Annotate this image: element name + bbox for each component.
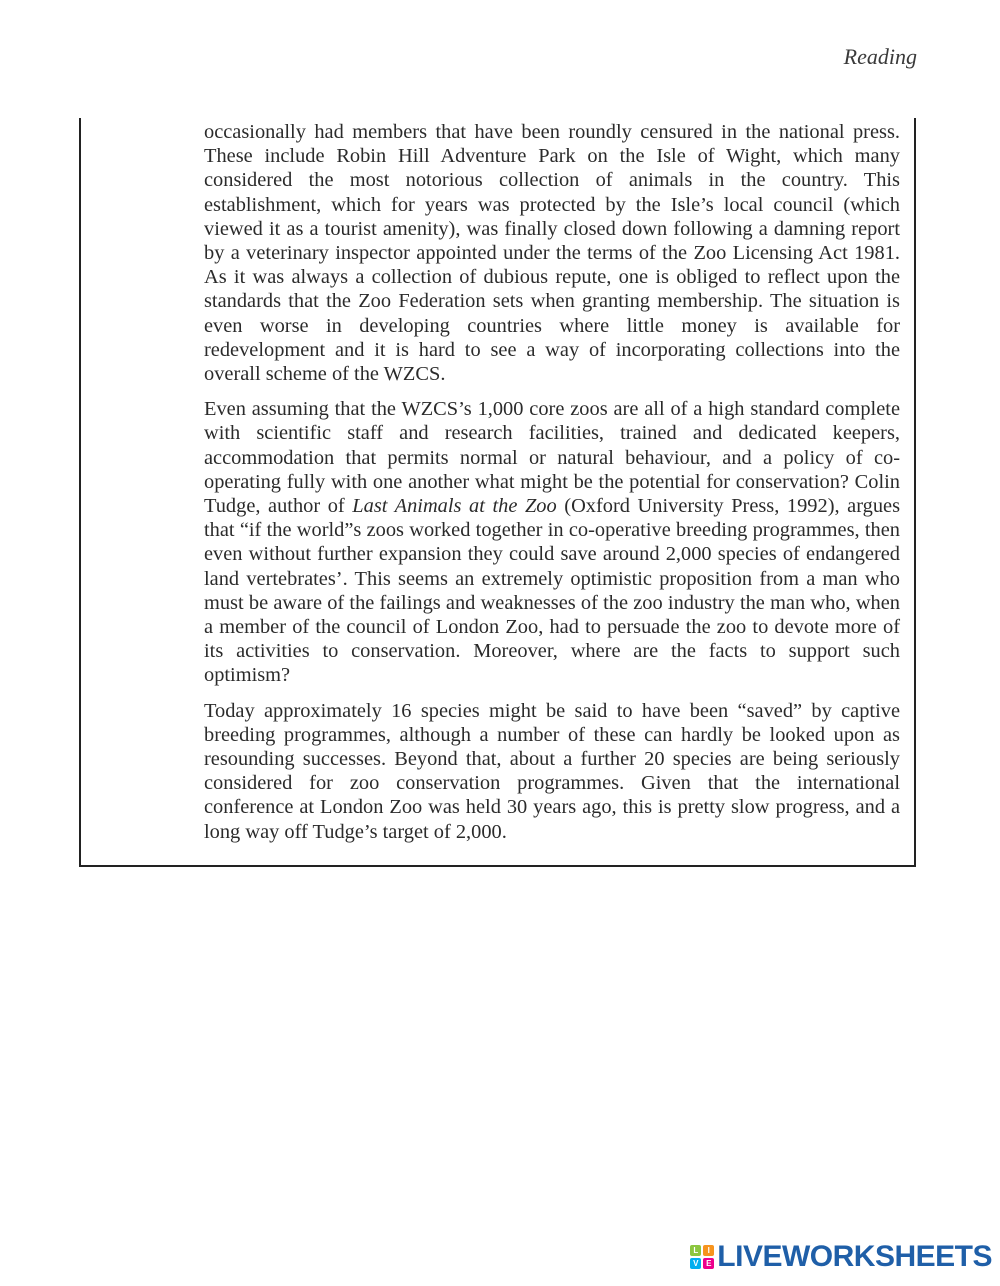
running-head: Reading: [843, 44, 917, 69]
logo-icon: [690, 1245, 714, 1269]
paragraph-2: [204, 397, 900, 687]
paragraph-2-part-a: Even assuming that the WZCS’s 1,000 core zoos are all of a high standard complete with scientific staff and research facilities, trained and dedicated keepers, accommodation that permits normal or natural behaviour, and a policy of co-operating fully with one another what might be the potential for conservation? Colin Tudge, author of: [204, 398, 900, 518]
logo-wordmark: LIVEWORKSHEETS: [717, 1240, 992, 1273]
paragraph-3: Today approximately 16 species might be said to have been “saved” by captive breeding programmes, although a number of these can hardly be looked upon as resounding successes. Beyond that, about a further 20 species are being seriously considered for zoo conservation programmes. Given that the international conference at London Zoo was held 30 years ago, this is pretty slow progress, and a long way off Tudge’s target of 2,000.: [204, 699, 900, 843]
paragraph-1: occasionally had members that have been roundly censured in the national press. These include Robin Hill Adventure Park on the Isle of Wight, which many considered the most notorious collection of animals in the country. This establishment, which for years was protected by the Isle’s local council (which viewed it as a tourist amenity), was finally closed down following a damning report by a veterinary inspector appointed under the terms of the Zoo Licensing Act 1981. As it was always a collection of dubious repute, one is obliged to reflect upon the standards that the Zoo Federation sets when granting membership. The situation is even worse in developing countries where little money is available for redevelopment and it is hard to see a way of incorporating collections into the overall scheme of the WZCS.: [204, 121, 900, 386]
book-title: Last Animals at the Zoo: [352, 495, 557, 518]
logo-letter: L: [690, 1245, 701, 1256]
logo-letter: E: [703, 1258, 714, 1269]
logo-letter: I: [703, 1245, 714, 1256]
paragraph-2-part-b: (Oxford University Press, 1992), argues that “if the world”s zoos worked together in co-operative breeding programmes, then even without further expansion they could save around 2,000 species of endangered land vertebrates’. This seems an extremely optimistic proposition from a man who must be aware of the failings and weaknesses of the zoo industry the man who, when a member of the council of London Zoo, had to persuade the zoo to devote more of its activities to conservation. Moreover, where are the facts to support such optimism?: [204, 495, 901, 687]
liveworksheets-logo: [690, 1240, 992, 1274]
logo-letter: V: [690, 1258, 701, 1269]
article-text: [204, 120, 900, 855]
